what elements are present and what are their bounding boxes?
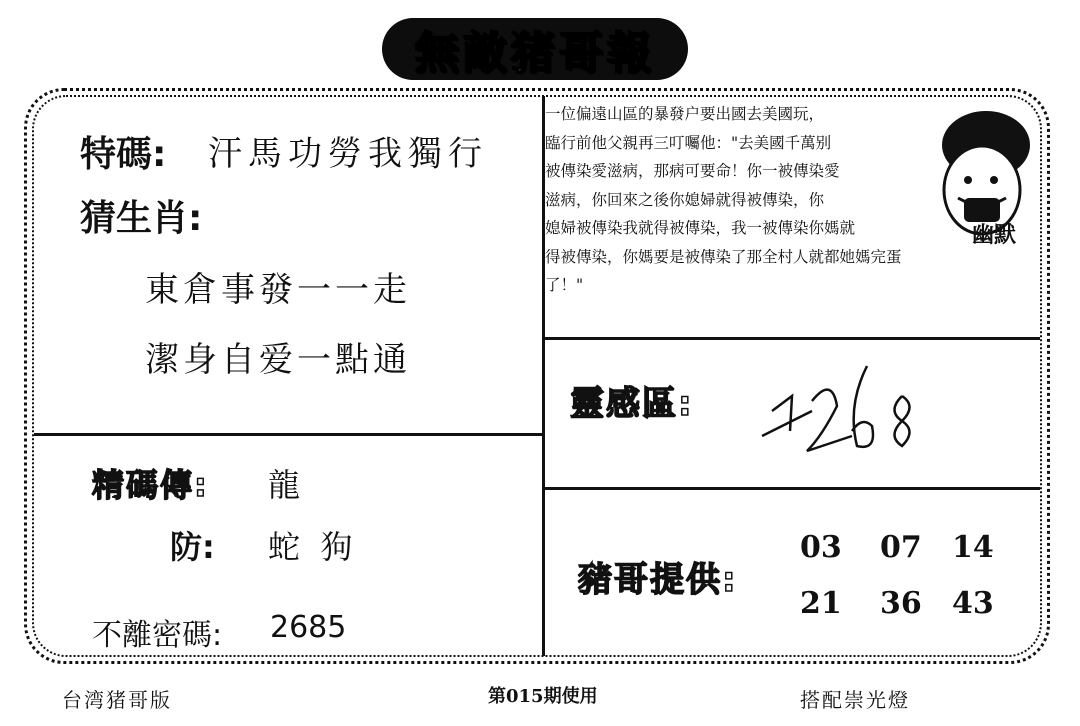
inspiration-label: 靈感區: (570, 384, 694, 424)
fang-label: 防: (170, 528, 215, 566)
right-divider-2 (544, 487, 1040, 490)
humor-stamp (928, 100, 1036, 250)
fang-value: 蛇 狗 (268, 528, 353, 566)
poem-line-1: 東倉事發一一走 (145, 270, 411, 310)
stamp-text: 幽默 (972, 223, 1017, 248)
guess-zodiac-label: 猜生肖: (80, 198, 203, 239)
tema-label: 特碼: (80, 134, 167, 175)
inspiration-handwriting (752, 356, 932, 474)
jingma-label: 精碼傳: (92, 466, 209, 504)
story-line: 滋病，你回來之後你媳婦就得被傳染，你 (545, 190, 825, 209)
buli-value: 2685 (270, 610, 347, 645)
story-line: 被傳染愛滋病，那病可要命！你一被傳染愛 (545, 162, 840, 180)
footer-right: 搭配崇光燈 (800, 688, 910, 712)
provide-number: 07 (880, 530, 922, 565)
jingma-value: 龍 (268, 466, 301, 504)
footer-left: 台湾猪哥版 (62, 688, 172, 712)
provide-number: 21 (800, 586, 842, 621)
story-line: 得被傳染，你媽要是被傳染了那全村人就都她媽完蛋 (545, 247, 902, 266)
right-divider-1 (544, 337, 1040, 340)
story-line: 一位偏遠山區的暴發户要出國去美國玩， (545, 105, 825, 123)
story-line: 臨行前他父親再三叮囑他："去美國千萬别 (545, 133, 832, 152)
page-title: 無敵猪哥報 (415, 28, 655, 79)
tema-text: 汗馬功勞我獨行 (208, 134, 488, 174)
title-badge (382, 18, 688, 80)
provide-number: 43 (952, 586, 994, 621)
provide-label: 豬哥提供: (578, 560, 738, 600)
story-line: 媳婦被傳染我就得被傳染，我一被傳染你媽就 (545, 219, 856, 237)
provide-number: 14 (952, 530, 994, 565)
provide-number: 03 (800, 530, 842, 565)
buli-label: 不離密碼: (92, 618, 223, 653)
left-divider (34, 433, 544, 436)
provide-number: 36 (880, 586, 922, 621)
poem-line-2: 潔身自爱一點通 (145, 340, 411, 380)
footer-center: 第015期使用 (488, 686, 598, 707)
story-line: 了！" (545, 276, 584, 294)
